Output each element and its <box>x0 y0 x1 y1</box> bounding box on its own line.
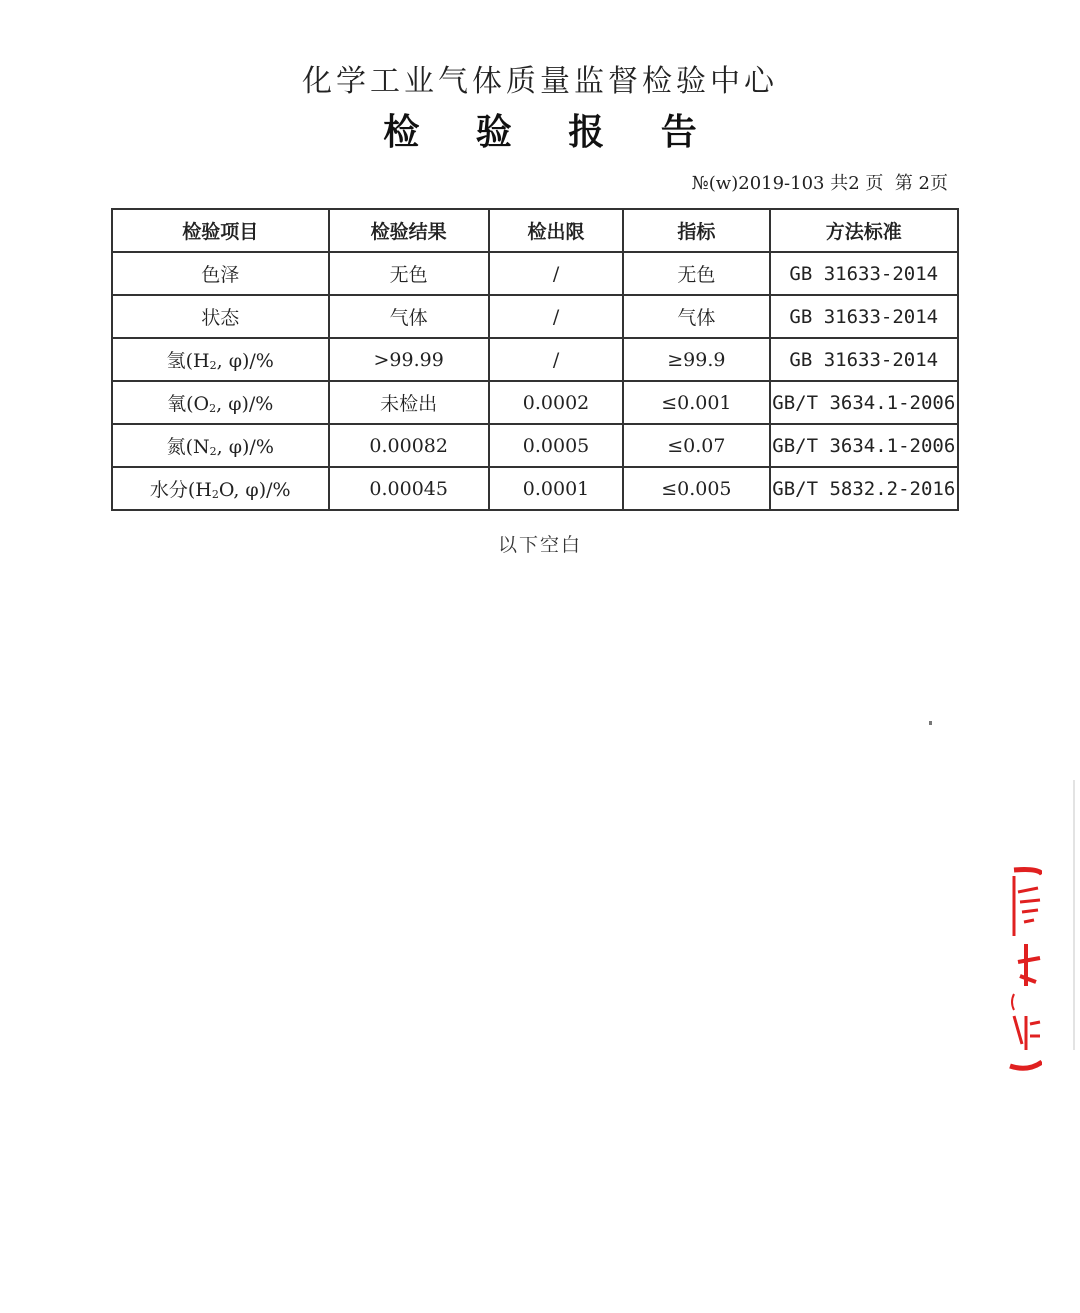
cell-limit: / <box>489 252 623 295</box>
header-item: 检验项目 <box>112 209 329 252</box>
item-suffix: , φ)/% <box>216 436 274 458</box>
report-title: 检 验 报 告 <box>383 111 719 153</box>
cell-spec: ≥99.9 <box>623 338 769 381</box>
item-prefix: 氮(N <box>166 436 210 458</box>
table-row <box>112 381 958 424</box>
table-row <box>112 252 958 295</box>
cell-limit: / <box>489 338 623 381</box>
cell-item <box>112 424 329 467</box>
cell-limit: 0.0001 <box>489 467 623 510</box>
cell-result: >99.99 <box>329 338 489 381</box>
seal-icon <box>1008 866 1042 1074</box>
table-row <box>112 295 958 338</box>
item-prefix: 水分(H <box>149 479 212 501</box>
official-seal-partial <box>1008 866 1042 1074</box>
header-spec: 指标 <box>623 209 769 252</box>
report-number: №(w)2019-103 共2 页 第 2页 <box>691 173 948 194</box>
item-prefix: 氢(H <box>166 350 210 372</box>
cell-limit: / <box>489 295 623 338</box>
cell-item <box>112 467 329 510</box>
cell-result: 0.00082 <box>329 424 489 467</box>
cell-spec: ≤0.001 <box>623 381 769 424</box>
item-suffix: , φ)/% <box>216 393 274 415</box>
item-subscript: 2 <box>211 488 219 501</box>
cell-method: GB/T 3634.1-2006 <box>770 381 958 424</box>
item-prefix: 氧(O <box>167 393 210 415</box>
cell-method: GB 31633-2014 <box>770 338 958 381</box>
table-row <box>112 467 958 510</box>
cell-spec: ≤0.005 <box>623 467 769 510</box>
item-suffix: O, φ)/% <box>218 479 291 501</box>
blank-below-note: 以下空白 <box>497 534 582 556</box>
cell-result: 无色 <box>329 252 489 295</box>
cell-method: GB/T 5832.2-2016 <box>770 467 958 510</box>
cell-item: 状态 <box>112 295 329 338</box>
table-header-row <box>112 209 958 252</box>
item-subscript: 2 <box>209 359 217 372</box>
cell-spec: ≤0.07 <box>623 424 769 467</box>
cell-result: 未检出 <box>329 381 489 424</box>
scan-speck <box>929 721 932 725</box>
cell-spec: 无色 <box>623 252 769 295</box>
cell-method: GB 31633-2014 <box>770 252 958 295</box>
header-method: 方法标准 <box>770 209 958 252</box>
cell-method: GB 31633-2014 <box>770 295 958 338</box>
scan-edge-line <box>1073 780 1075 1050</box>
inspection-results-table <box>111 208 959 511</box>
cell-item: 色泽 <box>112 252 329 295</box>
table-row <box>112 424 958 467</box>
cell-item <box>112 381 329 424</box>
table-row <box>112 338 958 381</box>
cell-limit: 0.0002 <box>489 381 623 424</box>
cell-spec: 气体 <box>623 295 769 338</box>
item-subscript: 2 <box>209 445 217 458</box>
cell-result: 气体 <box>329 295 489 338</box>
cell-item <box>112 338 329 381</box>
cell-method: GB/T 3634.1-2006 <box>770 424 958 467</box>
cell-result: 0.00045 <box>329 467 489 510</box>
header-limit: 检出限 <box>489 209 623 252</box>
organization-title: 化学工业气体质量监督检验中心 <box>302 64 778 99</box>
item-suffix: , φ)/% <box>216 350 274 372</box>
item-subscript: 2 <box>209 402 217 415</box>
cell-limit: 0.0005 <box>489 424 623 467</box>
header-result: 检验结果 <box>329 209 489 252</box>
